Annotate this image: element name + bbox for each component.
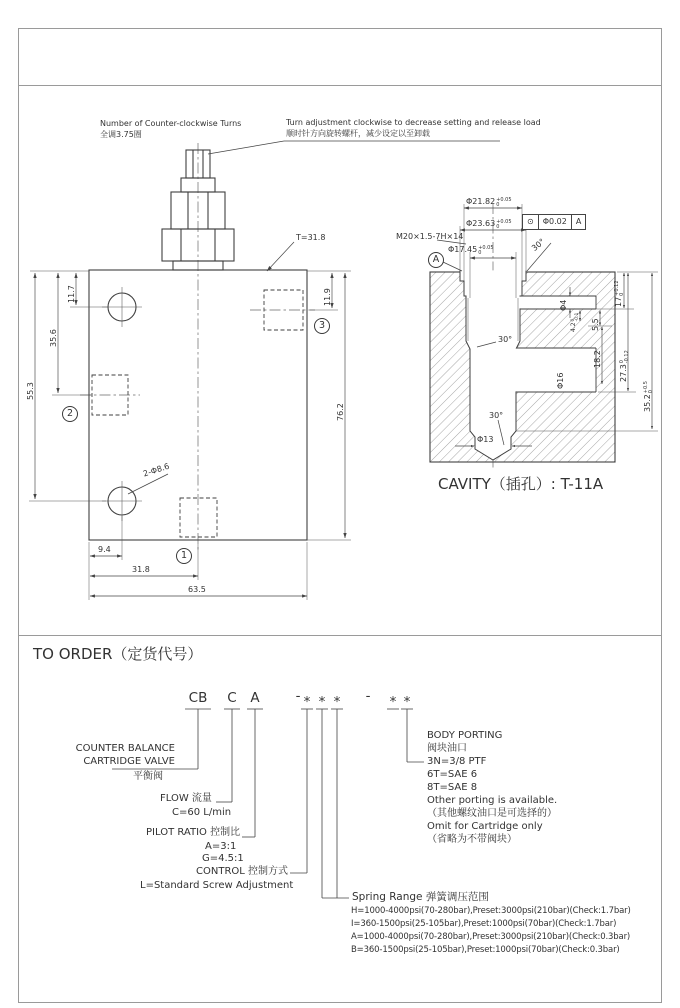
cavity-section [430,270,615,462]
dim-55-3: 55.3 [26,382,35,400]
cavity-angle-bottom: 30° [489,411,504,420]
dim-tolerance: +0.05 0 [496,218,512,230]
fcf-tolerance: Φ0.02 [538,215,571,229]
order-title: TO ORDER（定货代号） [33,645,203,663]
dim-63-5: 63.5 [188,585,206,594]
label-pilot-ratio: PILOT RATIO 控制比 [146,827,241,838]
note-adjust-en: Turn adjustment clockwise to decrease setting and release load [286,118,541,127]
dim-value: 4.2 [570,322,577,332]
dim-35-6: 35.6 [49,329,58,347]
dim-31-8: 31.8 [132,565,150,574]
cavity-dim-5-5: 5.5 [591,318,600,331]
order-code-star-1: * [303,694,311,710]
note-adjust-cn: 顺时针方向旋转螺杆，减少设定以至卸载 [286,129,430,138]
dim-tolerance: +0.05 0 [478,244,494,256]
spring-range-b: B=360-1500psi(25-105bar),Preset:1000psi(70bar)(Check:0.3bar) [351,945,620,955]
hole-count-label: 2-Φ8.6 [142,461,171,479]
label-flow-value: C=60 L/min [172,807,232,818]
label-counter-balance-cn: 平衡阀 [133,771,163,782]
label-pilot-g: G=4.5:1 [202,853,244,864]
dim-value: 27.3 [619,364,628,382]
label-flow: FLOW 流量 [160,793,212,804]
cavity-dim-18-2: 18.2 [593,350,602,368]
order-code-cb: CB [188,690,208,706]
order-code-dash-1: - [295,688,301,704]
label-control: CONTROL 控制方式 [196,866,289,877]
spring-range-i: I=360-1500psi(25-105bar),Preset:1000psi(70bar)(Check:1.7bar) [351,919,617,929]
port-3-balloon: 3 [314,318,330,334]
cavity-thread-label: M20×1.5-7H×14 [396,232,464,241]
cavity-dim-phi4: Φ4 [559,299,568,311]
datum-a-balloon: A [428,252,444,268]
cavity-dim-4-2 [571,313,581,332]
dim-tolerance: +0.12 0 [613,280,625,296]
cavity-angle-top: 30° [530,236,547,253]
label-porting-omit: Omit for Cartridge only [427,821,543,832]
order-code-star-5: * [403,694,411,710]
port-2-balloon: 2 [62,406,78,422]
dim-tolerance: 0 -0.1 [570,312,580,322]
order-code-star-2: * [318,694,326,710]
dim-76-2: 76.2 [336,403,345,421]
dim-value: 17 [614,296,623,307]
dim-value: Φ21.82 [466,197,496,206]
order-code-star-4: * [389,694,397,710]
torque-label: T=31.8 [296,233,326,242]
dim-value: Φ23.63 [466,219,496,228]
cavity-dim-21-82 [466,197,512,208]
cavity-dim-17 [614,280,625,307]
dim-11-9: 11.9 [323,288,332,306]
cavity-dim-23-63 [466,219,512,230]
dim-tolerance: 0 -0.12 [618,350,630,364]
fcf-datum: A [571,215,585,229]
page-frame [19,29,662,1003]
hole-crosshairs [102,287,142,521]
cavity-dim-27-3 [619,350,630,382]
cavity-caption: CAVITY（插孔）: T-11A [438,475,604,493]
label-body-porting: BODY PORTING [427,730,503,741]
hidden-ports [92,290,303,537]
cavity-dim-phi13: Φ13 [477,435,494,444]
cavity-dim-17-45 [448,245,494,256]
label-control-value: L=Standard Screw Adjustment [140,880,294,891]
order-code-star-3: * [333,694,341,710]
dim-value: 35.2 [643,394,652,412]
label-porting-8t: 8T=SAE 8 [427,782,478,793]
order-code-dash-2: - [365,688,371,704]
concentricity-icon: ⊙ [527,217,534,226]
dim-value: Φ17.45 [448,245,478,254]
label-counter-balance: COUNTER BALANCE [75,743,175,754]
dim-11-7: 11.7 [67,285,76,303]
note-turns-cn: 全调3.75圈 [100,130,142,139]
dim-tolerance: +0.05 0 [496,196,512,208]
dim-tolerance: +0.5 0 [642,381,654,394]
feature-control-frame [522,214,586,230]
port-1-balloon: 1 [176,548,192,564]
label-body-porting-cn: 阀块油口 [427,743,467,754]
label-porting-6t: 6T=SAE 6 [427,769,478,780]
label-porting-3n: 3N=3/8 PTF [427,756,487,767]
label-spring-range: Spring Range 弹簧调压范围 [352,891,489,903]
cavity-angle-mid: 30° [498,335,513,344]
cavity-dim-35-2 [643,381,654,412]
order-code-a: A [250,690,260,706]
note-turns-en: Number of Counter-clockwise Turns [100,119,242,128]
spring-range-a: A=1000-4000psi(70-280bar),Preset:3000psi(210bar)(Check:0.3bar) [351,932,631,942]
label-porting-other: Other porting is available. [427,795,558,806]
label-cartridge-valve: CARTRIDGE VALVE [83,756,175,767]
dim-9-4: 9.4 [98,545,111,554]
order-code-c: C [227,690,237,706]
label-pilot-a: A=3:1 [205,841,237,852]
label-porting-omit-cn: （省略为不带阀块） [427,834,517,845]
spring-range-h: H=1000-4000psi(70-280bar),Preset:3000psi(210bar)(Check:1.7bar) [351,906,631,916]
label-porting-other-cn: （其他螺纹油口是可选择的） [427,808,557,819]
cavity-dim-phi16: Φ16 [556,372,565,389]
